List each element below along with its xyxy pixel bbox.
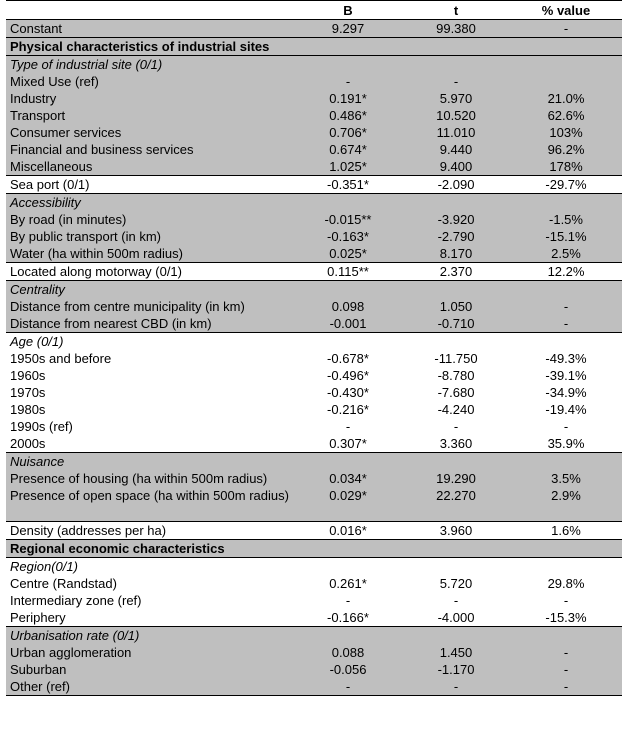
t-cell: 9.440	[402, 141, 510, 158]
t-cell: -1.170	[402, 661, 510, 678]
variable-cell: Accessibility	[6, 194, 294, 212]
table-row	[6, 141, 622, 158]
pct-value-cell: -49.3%	[545, 351, 587, 366]
variable-cell: 2000s	[10, 436, 46, 451]
table-body	[6, 20, 622, 696]
regression-table-container	[6, 0, 622, 696]
section-header-row	[6, 540, 622, 558]
variable-cell: Consumer services	[6, 124, 294, 141]
t-cell: 11.010	[402, 124, 510, 141]
t-cell	[402, 38, 510, 56]
b-cell	[294, 56, 402, 74]
t-cell: -4.240	[437, 402, 475, 417]
table-row	[6, 315, 622, 333]
table-row	[6, 107, 622, 124]
table-row	[6, 211, 622, 228]
t-cell	[402, 540, 510, 558]
b-cell: 0.115**	[294, 263, 402, 281]
variable-cell: Mixed Use (ref)	[6, 73, 294, 90]
pct-value-cell	[510, 627, 622, 645]
b-cell: -0.351*	[294, 176, 402, 194]
table-row	[6, 350, 622, 367]
t-cell: -4.000	[437, 610, 475, 625]
variable-cell: By road (in minutes)	[6, 211, 294, 228]
t-cell: -0.710	[402, 315, 510, 333]
header-t: t	[402, 1, 510, 20]
b-cell: 0.016*	[294, 522, 402, 540]
pct-value-cell: -	[510, 315, 622, 333]
b-cell: 0.088	[294, 644, 402, 661]
header-variable	[6, 1, 294, 20]
pct-value-cell	[510, 453, 622, 471]
variable-cell: Centrality	[6, 281, 294, 299]
variable-cell: Urbanisation rate (0/1)	[6, 627, 294, 645]
variable-cell: Industry	[6, 90, 294, 107]
variable-cell: Located along motorway (0/1)	[6, 263, 294, 281]
b-cell	[294, 281, 402, 299]
t-cell: -2.790	[402, 228, 510, 245]
b-cell: 0.706*	[294, 124, 402, 141]
pct-value-cell: -39.1%	[545, 368, 587, 383]
table-row	[6, 678, 622, 696]
t-cell: 9.400	[402, 158, 510, 176]
b-cell: -	[294, 678, 402, 696]
section-header-row	[6, 38, 622, 56]
variable-cell: Financial and business services	[6, 141, 294, 158]
t-cell	[402, 56, 510, 74]
variable-cell: Suburban	[6, 661, 294, 678]
pct-value-cell: 1.6%	[510, 522, 622, 540]
b-cell	[294, 558, 402, 576]
b-cell: -0.001	[294, 315, 402, 333]
variable-cell: Urban agglomeration	[6, 644, 294, 661]
t-cell	[402, 281, 510, 299]
b-cell: 0.307*	[329, 436, 367, 451]
b-cell: -0.678*	[327, 351, 369, 366]
pct-value-cell: 96.2%	[510, 141, 622, 158]
table-row	[6, 487, 622, 522]
b-cell: 0.034*	[294, 470, 402, 487]
pct-value-cell: -	[563, 593, 569, 608]
variable-cell: Physical characteristics of industrial sites	[6, 38, 294, 56]
variable-cell: 1960s	[10, 368, 46, 383]
variable-cell: Regional economic characteristics	[6, 540, 294, 558]
variable-cell: Periphery	[10, 610, 66, 625]
t-cell: 1.050	[402, 298, 510, 315]
t-cell: 10.520	[402, 107, 510, 124]
b-cell: 0.261*	[329, 576, 367, 591]
b-cell	[294, 333, 402, 351]
variable-cell: Distance from centre municipality (in km)	[6, 298, 294, 315]
b-cell: 0.025*	[294, 245, 402, 263]
table-row	[6, 661, 622, 678]
variable-cell: 1990s (ref)	[10, 419, 73, 434]
group-header-row	[6, 453, 622, 471]
pct-value-cell: -	[510, 678, 622, 696]
b-cell: -0.163*	[294, 228, 402, 245]
variable-cell: Nuisance	[6, 453, 294, 471]
b-cell: -	[345, 419, 351, 434]
pct-value-cell: -	[510, 298, 622, 315]
pct-value-cell	[510, 281, 622, 299]
t-cell: 3.960	[402, 522, 510, 540]
variable-cell: Water (ha within 500m radius)	[6, 245, 294, 263]
t-cell: -	[453, 419, 459, 434]
table-header-row	[6, 1, 622, 20]
header-b: B	[294, 1, 402, 20]
b-cell: 0.191*	[294, 90, 402, 107]
pct-value-cell: 29.8%	[547, 576, 585, 591]
t-cell: -3.920	[402, 211, 510, 228]
b-cell: -0.430*	[327, 385, 369, 400]
b-cell	[294, 194, 402, 212]
table-row	[6, 470, 622, 487]
pct-value-cell	[510, 38, 622, 56]
t-cell: 2.370	[402, 263, 510, 281]
b-cell: -	[345, 593, 351, 608]
t-cell: -	[453, 593, 459, 608]
group-header-row	[6, 627, 622, 645]
b-cell: 0.486*	[294, 107, 402, 124]
b-cell: 0.098	[294, 298, 402, 315]
variable-cell: Presence of housing (ha within 500m radius)	[6, 470, 294, 487]
pct-value-cell: -15.3%	[545, 610, 587, 625]
table-row	[6, 158, 622, 176]
b-cell: -0.216*	[327, 402, 369, 417]
b-cell: -0.496*	[327, 368, 369, 383]
table-row	[6, 418, 622, 435]
table-row	[6, 384, 622, 401]
table-row	[6, 90, 622, 107]
b-cell	[294, 540, 402, 558]
table-row	[6, 435, 622, 453]
pct-value-cell	[510, 56, 622, 74]
pct-value-cell: -19.4%	[545, 402, 587, 417]
variable-cell: Centre (Randstad)	[10, 576, 117, 591]
table-row	[6, 124, 622, 141]
t-cell: -8.780	[437, 368, 475, 383]
table-row	[6, 263, 622, 281]
pct-value-cell: 62.6%	[510, 107, 622, 124]
header-pct-value: % value	[510, 1, 622, 20]
pct-value-cell	[510, 558, 622, 576]
variable-cell: Transport	[6, 107, 294, 124]
table-row	[6, 245, 622, 263]
table-row	[6, 228, 622, 245]
group-header-row	[6, 558, 622, 576]
table-row	[6, 20, 622, 38]
t-cell: -7.680	[437, 385, 475, 400]
pct-value-cell: 35.9%	[547, 436, 585, 451]
b-cell: -0.056	[294, 661, 402, 678]
t-cell: 5.970	[402, 90, 510, 107]
pct-value-cell: 178%	[510, 158, 622, 176]
table-row	[6, 575, 622, 592]
group-header-row	[6, 333, 622, 351]
variable-cell: Density (addresses per ha)	[6, 522, 294, 540]
pct-value-cell: -1.5%	[510, 211, 622, 228]
pct-value-cell: 3.5%	[510, 470, 622, 487]
b-cell: -	[294, 73, 402, 90]
table-row	[6, 522, 622, 540]
variable-cell: Constant	[6, 20, 294, 38]
t-cell: 99.380	[402, 20, 510, 38]
pct-value-cell: 2.5%	[510, 245, 622, 263]
b-cell	[294, 453, 402, 471]
regression-results-table	[6, 0, 622, 696]
table-row	[6, 73, 622, 90]
t-cell: 8.170	[402, 245, 510, 263]
b-cell: 0.674*	[294, 141, 402, 158]
t-cell: 5.720	[439, 576, 473, 591]
table-row	[6, 401, 622, 418]
variable-cell: Presence of open space (ha within 500m radius)	[6, 487, 294, 522]
t-cell: -2.090	[402, 176, 510, 194]
pct-value-cell	[510, 333, 622, 351]
b-cell: -0.166*	[327, 610, 369, 625]
t-cell	[402, 194, 510, 212]
table-row	[6, 644, 622, 661]
t-cell: -	[402, 73, 510, 90]
variable-cell: 1970s	[10, 385, 46, 400]
variable-cell: Region(0/1)	[10, 559, 78, 574]
variable-cell: Age (0/1)	[6, 333, 294, 351]
table-row	[6, 592, 622, 609]
table-row	[6, 367, 622, 384]
t-cell	[402, 453, 510, 471]
pct-value-cell: -	[510, 20, 622, 38]
table-row	[6, 609, 622, 627]
variable-cell: 1980s	[10, 402, 46, 417]
group-header-row	[6, 281, 622, 299]
t-cell: -11.750	[434, 351, 478, 366]
pct-value-cell	[510, 540, 622, 558]
pct-value-cell	[510, 73, 622, 90]
pct-value-cell: 103%	[510, 124, 622, 141]
pct-value-cell	[510, 194, 622, 212]
variable-cell: Miscellaneous	[6, 158, 294, 176]
variable-cell: Type of industrial site (0/1)	[6, 56, 294, 74]
t-cell: 19.290	[402, 470, 510, 487]
t-cell	[402, 558, 510, 576]
table-row	[6, 176, 622, 194]
t-cell	[402, 333, 510, 351]
pct-value-cell: -	[510, 644, 622, 661]
b-cell: -0.015**	[294, 211, 402, 228]
table-row	[6, 298, 622, 315]
t-cell: 1.450	[402, 644, 510, 661]
t-cell: 22.270	[402, 487, 510, 522]
variable-cell: Intermediary zone (ref)	[10, 593, 142, 608]
variable-cell: By public transport (in km)	[6, 228, 294, 245]
pct-value-cell: -	[510, 661, 622, 678]
t-cell: -	[402, 678, 510, 696]
pct-value-cell: 12.2%	[510, 263, 622, 281]
b-cell: 1.025*	[294, 158, 402, 176]
variable-cell: 1950s and before	[10, 351, 112, 366]
variable-cell: Distance from nearest CBD (in km)	[6, 315, 294, 333]
group-header-row	[6, 56, 622, 74]
pct-value-cell: -34.9%	[545, 385, 587, 400]
variable-cell: Other (ref)	[6, 678, 294, 696]
b-cell: 0.029*	[294, 487, 402, 522]
pct-value-cell: -15.1%	[510, 228, 622, 245]
t-cell: 3.360	[439, 436, 473, 451]
b-cell: 9.297	[294, 20, 402, 38]
b-cell	[294, 627, 402, 645]
pct-value-cell: 2.9%	[510, 487, 622, 522]
b-cell	[294, 38, 402, 56]
pct-value-cell: -	[563, 419, 569, 434]
pct-value-cell: 21.0%	[510, 90, 622, 107]
variable-cell: Sea port (0/1)	[6, 176, 294, 194]
group-header-row	[6, 194, 622, 212]
pct-value-cell: -29.7%	[510, 176, 622, 194]
t-cell	[402, 627, 510, 645]
